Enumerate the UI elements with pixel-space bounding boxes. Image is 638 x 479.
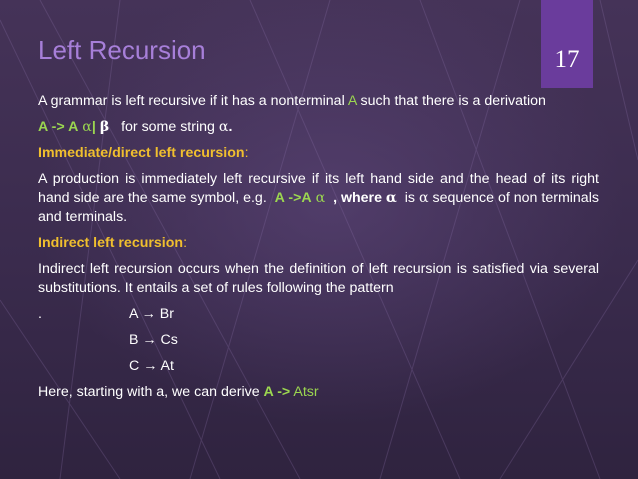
immediate-heading-colon: :	[244, 145, 249, 161]
immediate-text-end: sequence of non terminals and terminals.	[38, 190, 599, 225]
rule-bullet-dot: .	[38, 306, 42, 322]
conclusion-lhs: A ->	[263, 384, 291, 400]
derivation-lhs: A -> A	[38, 119, 79, 135]
slide-number: 17	[554, 46, 580, 73]
derivation-alpha-2: α	[218, 119, 229, 135]
immediate-is: is	[404, 190, 415, 206]
immediate-example-alpha: α	[315, 190, 326, 206]
conclusion-line	[38, 383, 599, 402]
derivation-beta: β	[99, 119, 110, 135]
rule-1: A → Br	[129, 306, 174, 322]
immediate-alpha-3: α	[418, 190, 429, 206]
intro-paragraph	[38, 92, 599, 111]
conclusion-rhs: Atsr	[293, 384, 319, 400]
slide-title: Left Recursion	[38, 35, 206, 65]
derivation-alpha: α	[82, 119, 92, 135]
intro-text: A grammar is left recursive if it has a nonterminal	[38, 93, 345, 109]
immediate-heading	[38, 144, 599, 163]
derivation-bar: |	[91, 119, 96, 135]
immediate-where: , where	[333, 190, 382, 206]
indirect-heading-text: Indirect left recursion	[38, 235, 184, 251]
immediate-heading-text: Immediate/direct left recursion	[38, 145, 245, 161]
immediate-alpha-bold: α	[385, 190, 397, 206]
indirect-heading	[38, 234, 599, 253]
immediate-text: A production is immediately left recursive if its left hand side and the head of its right hand side are the same symbol, e.g.	[38, 171, 599, 206]
intro-text-2: such that there is a derivation	[360, 93, 546, 109]
rule-3: C → At	[129, 358, 174, 374]
intro-nonterminal: A	[347, 93, 357, 109]
conclusion-text: Here, starting with a, we can derive	[38, 384, 260, 400]
immediate-example-lhs: A ->A	[274, 190, 312, 206]
derivation-line	[38, 118, 599, 137]
slide-body	[38, 92, 599, 402]
rule-line-1	[38, 305, 599, 324]
slide-number-badge	[541, 0, 593, 88]
immediate-paragraph	[38, 170, 599, 227]
derivation-tail: for some string	[121, 119, 215, 135]
derivation-period: .	[228, 119, 233, 135]
indirect-heading-colon: :	[183, 235, 188, 251]
rule-2: B → Cs	[129, 332, 178, 348]
indirect-paragraph: Indirect left recursion occurs when the definition of left recursion is satisfied via several substitutions. It entails a set of rules following the pattern	[38, 261, 599, 296]
